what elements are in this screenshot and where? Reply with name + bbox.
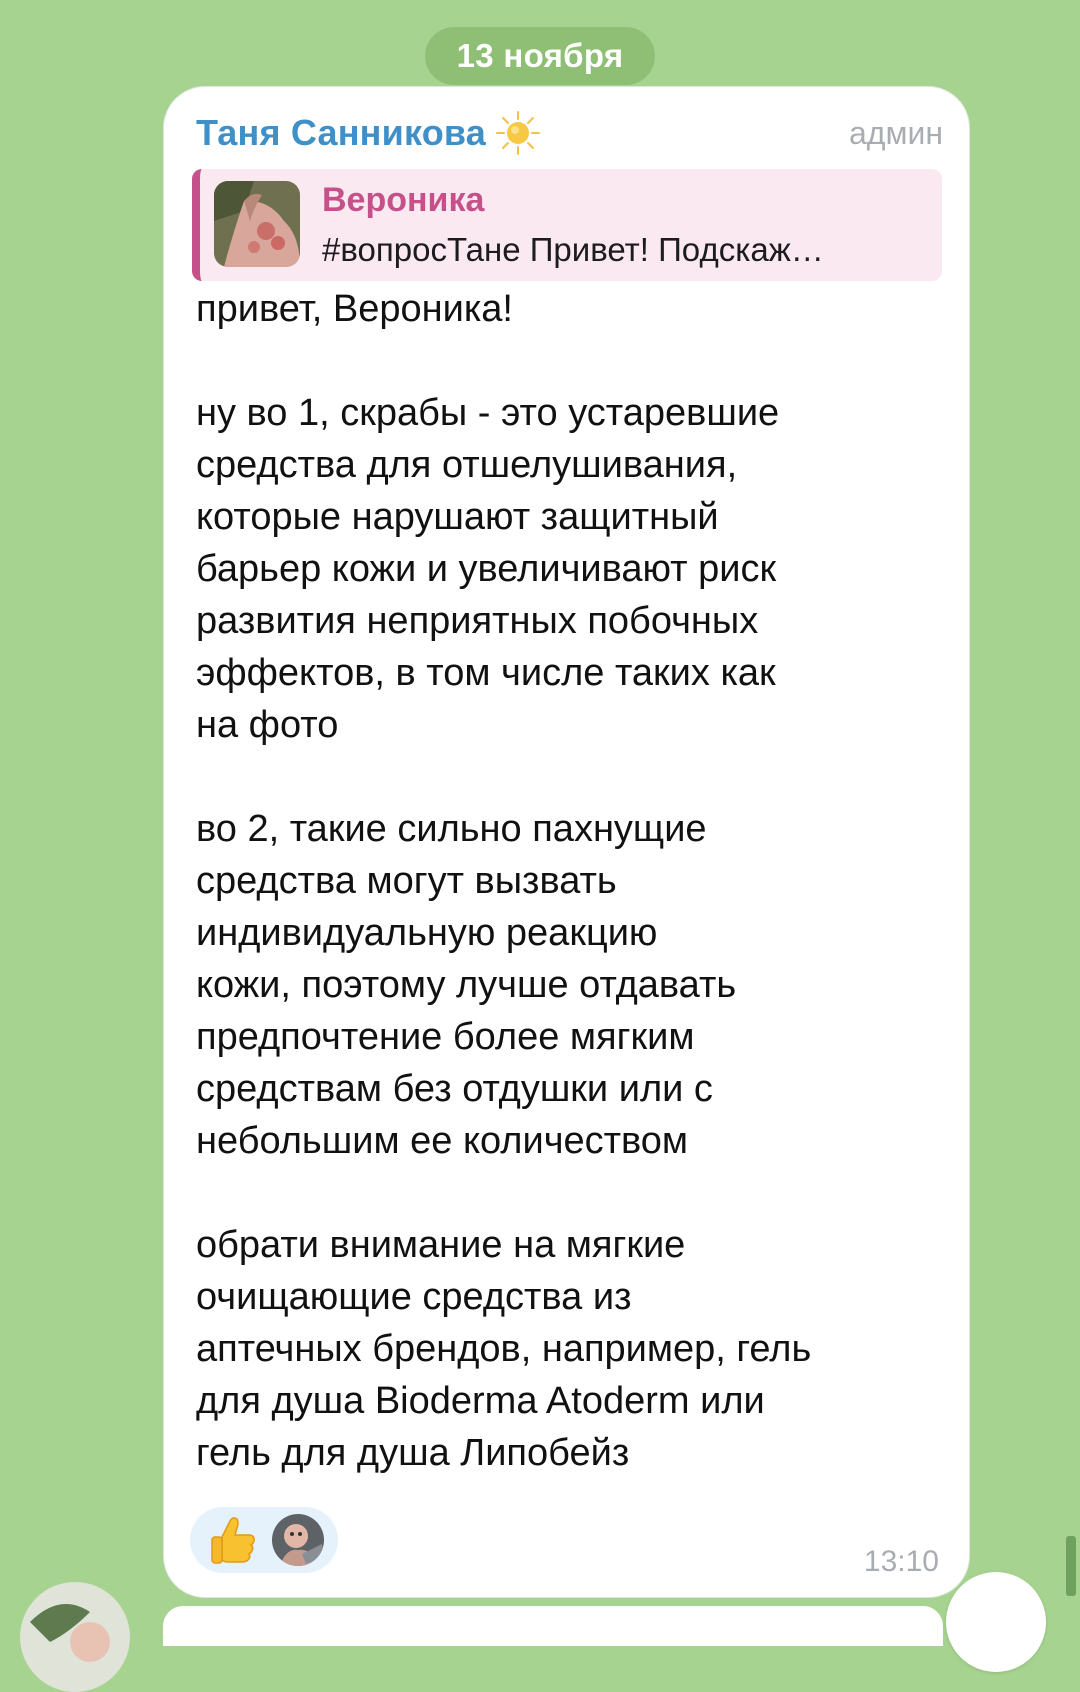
sender-name[interactable]: Таня Санникова (196, 112, 486, 153)
next-message-bubble[interactable] (163, 1606, 943, 1646)
avatar[interactable] (20, 1582, 130, 1692)
message-text (196, 283, 936, 1479)
message-time: 13:10 (863, 1545, 939, 1578)
reply-preview: #вопросТане Привет! Подскаж… (322, 231, 824, 268)
thumbs-up-icon (206, 1513, 260, 1567)
message-paragraph: обрати внимание на мягкие очищающие средства из аптечных брендов, например, гель для душа Bioderma Atoderm или гель для душа Липобейз (196, 1224, 812, 1474)
admin-badge: админ (848, 114, 943, 151)
reply-author: Вероника (322, 181, 485, 219)
message-paragraph: во 2, такие сильно пахнущие средства могут вызвать индивидуальную реакцию кожи, поэтому лучше отдавать предпочтение более мягким средствам без отдушки или с небольшим ее количеством (196, 808, 737, 1162)
reactor-avatar[interactable] (272, 1514, 324, 1566)
date-separator: 13 ноября (425, 27, 655, 85)
scroll-down-button[interactable] (946, 1572, 1046, 1672)
message-paragraph: ну во 1, скрабы - это устаревшие средства для отшелушивания, которые нарушают защитный барьер кожи и увеличивают риск развития неприятных побочных эффектов, в том числе таких как на фото (196, 392, 780, 746)
scrollbar-thumb[interactable] (1066, 1536, 1076, 1596)
photo-thumbnail (214, 181, 300, 267)
message-bubble[interactable] (163, 86, 970, 1598)
message-paragraph: привет, Вероника! (196, 288, 513, 330)
message-header (196, 105, 943, 161)
reaction-chip[interactable] (190, 1507, 338, 1573)
reply-quote[interactable] (192, 169, 942, 281)
sun-icon (494, 109, 542, 157)
